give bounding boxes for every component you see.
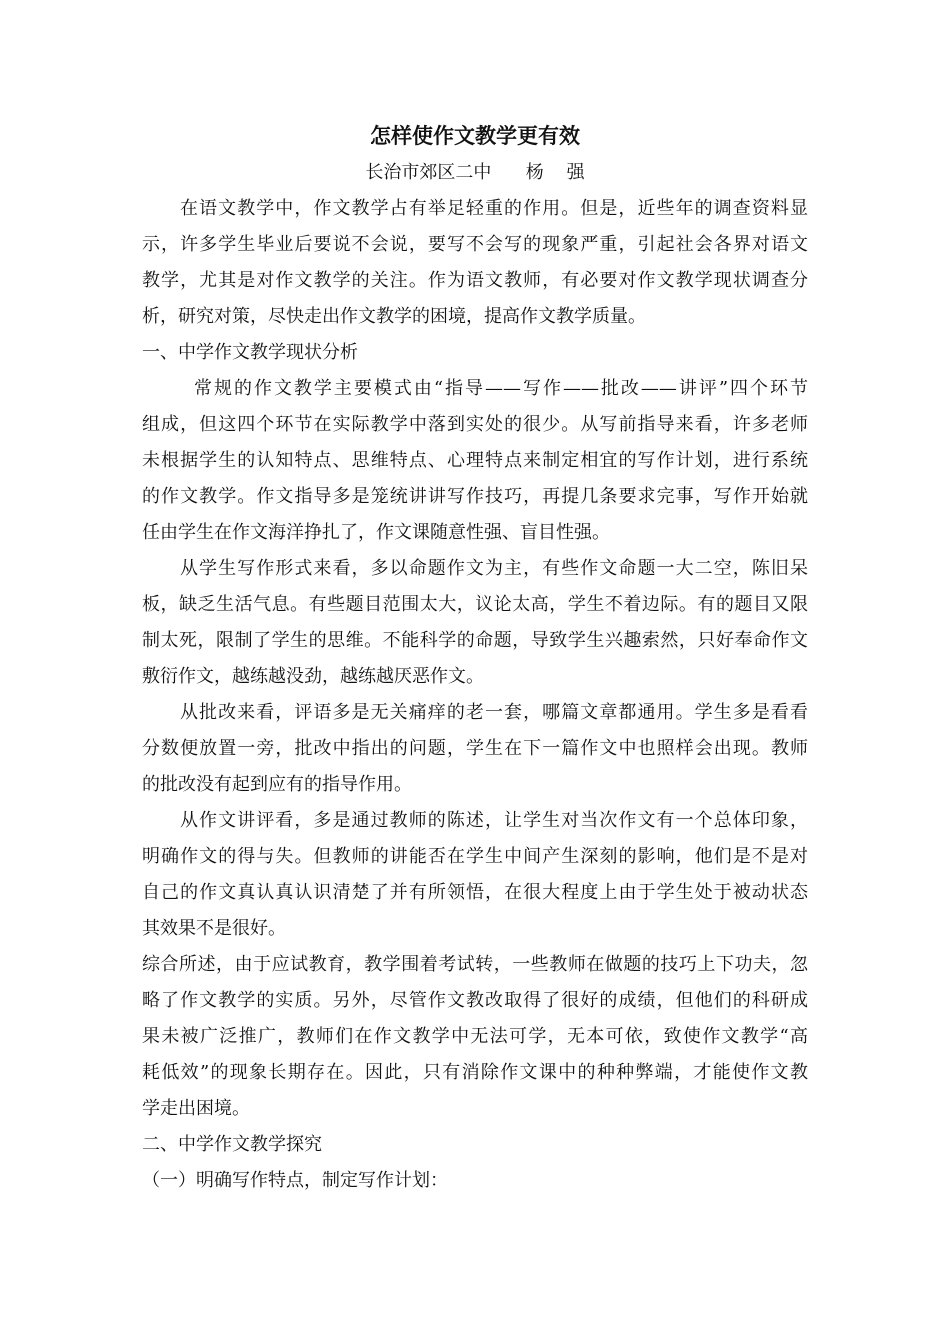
- paragraph-line: 略了作文教学的实质。另外，尽管作文教改取得了很好的成绩，但他们的科研成: [142, 990, 808, 1011]
- paragraph-line: 果未被广泛推广，教师们在作文教学中无法可学，无本可依，致使作文教学“高: [142, 1026, 808, 1047]
- paragraph-line: 的批改没有起到应有的指导作用。: [142, 774, 412, 795]
- paragraph-line: 在语文教学中，作文教学占有举足轻重的作用。但是，近些年的调查资料显: [180, 198, 808, 219]
- paragraph-line: 分数便放置一旁，批改中指出的问题，学生在下一篇作文中也照样会出现。教师: [142, 738, 808, 759]
- document-title: 怎样使作文教学更有效: [370, 123, 580, 148]
- paragraph-line: 从批改来看，评语多是无关痛痒的老一套，哪篇文章都通用。学生多是看看: [180, 702, 808, 723]
- section-heading: 一、中学作文教学现状分析: [142, 342, 358, 363]
- paragraph-line: 的作文教学。作文指导多是笼统讲讲写作技巧，再提几条要求完事，写作开始就: [142, 486, 808, 507]
- paragraph-line: 学走出困境。: [142, 1098, 250, 1119]
- paragraph-line: 自己的作文真认真认识清楚了并有所领悟，在很大程度上由于学生处于被动状态: [142, 882, 808, 903]
- subsection-heading: （一）明确写作特点，制定写作计划：: [142, 1170, 448, 1191]
- paragraph-line: 板，缺乏生活气息。有些题目范围太大，议论太高，学生不着边际。有的题目又限: [142, 594, 808, 615]
- paragraph-line: 制太死，限制了学生的思维。不能科学的命题，导致学生兴趣索然，只好奉命作文: [142, 630, 808, 651]
- paragraph-line: 教学，尤其是对作文教学的关注。作为语文教师，有必要对作文教学现状调查分: [142, 270, 808, 291]
- author-byline: 长治市郊区二中 杨 强: [365, 162, 585, 183]
- paragraph-line: 析，研究对策，尽快走出作文教学的困境，提高作文教学质量。: [142, 306, 646, 327]
- paragraph-line: 综合所述，由于应试教育，教学围着考试转，一些教师在做题的技巧上下功夫，忽: [142, 954, 808, 975]
- paragraph-line: 从学生写作形式来看，多以命题作文为主，有些作文命题一大二空，陈旧呆: [180, 558, 808, 579]
- paragraph-line: 耗低效”的现象长期存在。因此，只有消除作文课中的种种弊端，才能使作文教: [142, 1062, 808, 1083]
- paragraph-line: 常规的作文教学主要模式由“指导——写作——批改——讲评”四个环节: [194, 378, 808, 399]
- section-heading: 二、中学作文教学探究: [142, 1134, 322, 1155]
- paragraph-line: 组成，但这四个环节在实际教学中落到实处的很少。从写前指导来看，许多老师: [142, 414, 808, 435]
- paragraph-line: 明确作文的得与失。但教师的讲能否在学生中间产生深刻的影响，他们是不是对: [142, 846, 808, 867]
- paragraph-line: 敷衍作文，越练越没劲，越练越厌恶作文。: [142, 666, 484, 687]
- paragraph-line: 未根据学生的认知特点、思维特点、心理特点来制定相宜的写作计划，进行系统: [142, 450, 808, 471]
- paragraph-line: 从作文讲评看，多是通过教师的陈述，让学生对当次作文有一个总体印象，: [180, 810, 808, 831]
- paragraph-line: 任由学生在作文海洋挣扎了，作文课随意性强、盲目性强。: [142, 522, 610, 543]
- paragraph-line: 其效果不是很好。: [142, 918, 286, 939]
- paragraph-line: 示，许多学生毕业后要说不会说，要写不会写的现象严重，引起社会各界对语文: [142, 234, 808, 255]
